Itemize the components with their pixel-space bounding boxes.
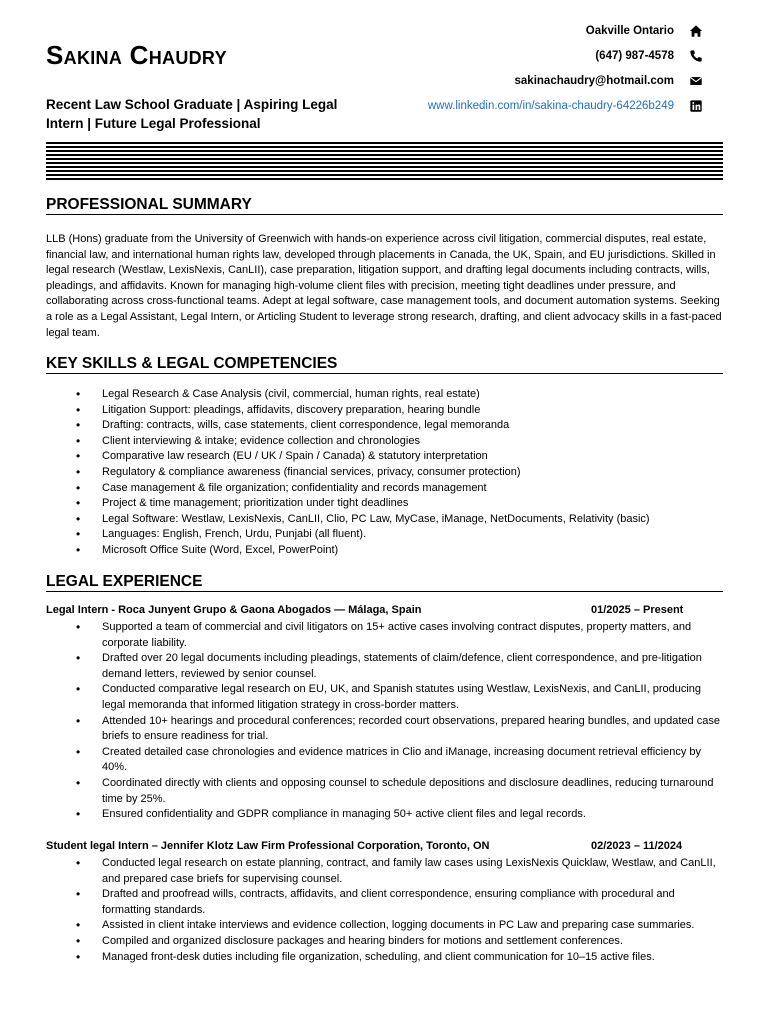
section-title-summary [46, 196, 723, 215]
list-item: • Conducted legal research on estate planning, contract, and family law cases using LexisNexis Quicklaw, Westlaw, and CanLII, and prepared case briefs for supervising counsel. [46, 856, 726, 887]
contact-email [304, 68, 704, 93]
summary-paragraph: LLB (Hons) graduate from the University of Greenwich with hands-on experience across civil litigation, commercial disputes, real estate, financial law, and international human rights law, developed through placements in Canada, the UK, Spain, and EU jurisdictions. Skilled in legal research (Westlaw, LexisNexis, CanLII), case preparation, litigation support, and drafting legal documents including contracts, wills, pleadings, and affidavits. Known for managing high-volume client files with precision, meeting tight deadlines under pressure, and collaborating across cross-functional teams. Adept at legal software, case management tools, and document automation systems. Seeking a role as a Legal Assistant, Legal Intern, or Articling Student to leverage strong research, drafting, and client advocacy skills in a fast-paced legal team. [46, 233, 722, 339]
section-title-skills [46, 355, 723, 374]
job-title-1: Legal Intern - Roca Junyent Grupo & Gaona Abogados — Málaga, Spain [46, 604, 422, 616]
job-title-2: Student legal Intern – Jennifer Klotz Law Firm Professional Corporation, Toronto, ON [46, 840, 490, 852]
candidate-name: Sakina Chaudry [46, 40, 227, 70]
list-item: • Managed front-desk duties including file organization, scheduling, and client communication for 10–15 active files. [46, 950, 726, 966]
list-item: • Comparative law research (EU / UK / Spain / Canada) & statutory interpretation [46, 449, 726, 465]
list-item: • Supported a team of commercial and civil litigators on 15+ active cases involving contract disputes, property matters, and corporate liability. [46, 620, 726, 651]
list-item: • Drafted over 20 legal documents including pleadings, statements of claim/defence, client correspondence, and pre-litigation demand letters, reviewed by senior counsel. [46, 651, 726, 682]
list-item: • Attended 10+ hearings and procedural conferences; recorded court observations, prepared hearing bundles, and updated case briefs to ensure readiness for trial. [46, 714, 726, 745]
home-icon [688, 23, 704, 39]
list-item: • Client interviewing & intake; evidence collection and chronologies [46, 434, 726, 450]
list-item: • Legal Research & Case Analysis (civil, commercial, human rights, real estate) [46, 387, 726, 403]
linkedin-icon [688, 98, 704, 114]
job-dates-1: 01/2025 – Present [591, 604, 684, 616]
section-title-experience [46, 573, 723, 592]
list-item: • Litigation Support: pleadings, affidavits, discovery preparation, hearing bundle [46, 403, 726, 419]
list-item: • Project & time management; prioritization under tight deadlines [46, 496, 726, 512]
job-bullets-1 [46, 620, 726, 823]
list-item: • Case management & file organization; confidentiality and records management [46, 481, 726, 497]
phone-icon [688, 48, 704, 64]
location-text: Oakville Ontario [585, 24, 674, 37]
linkedin-link[interactable]: www.linkedin.com/in/sakina-chaudry-64226b249 [427, 99, 674, 112]
contact-linkedin [304, 93, 704, 118]
phone-text[interactable]: (647) 987-4578 [595, 49, 674, 62]
list-item: • Created detailed case chronologies and evidence matrices in Clio and iManage, increasing document retrieval efficiency by 40%. [46, 745, 726, 776]
skills-list [46, 387, 726, 559]
list-item: • Compiled and organized disclosure packages and hearing binders for motions and settlement conferences. [46, 934, 726, 950]
list-item: • Drafted and proofread wills, contracts, affidavits, and client correspondence, ensuring compliance with procedural and formatting standards. [46, 887, 726, 918]
candidate-tagline: Recent Law School Graduate | Aspiring Legal Intern | Future Legal Professional [46, 97, 338, 131]
list-item: • Drafting: contracts, wills, case statements, client correspondence, legal memoranda [46, 418, 726, 434]
list-item: • Conducted comparative legal research on EU, UK, and Spanish statutes using Westlaw, LexisNexis, and CanLII, producing legal memoranda that informed litigation strategy in cross-border matters. [46, 682, 726, 713]
list-item: • Microsoft Office Suite (Word, Excel, PowerPoint) [46, 543, 726, 559]
list-item: • Legal Software: Westlaw, LexisNexis, CanLII, Clio, PC Law, MyCase, iManage, NetDocuments, Relativity (basic) [46, 512, 726, 528]
job-heading-1 [46, 604, 686, 616]
section-title-summary-text: PROFESSIONAL SUMMARY [46, 196, 252, 213]
mail-icon [688, 73, 704, 89]
section-title-experience-text: LEGAL EXPERIENCE [46, 573, 203, 590]
list-item: • Assisted in client intake interviews and evidence collection, logging documents in PC Law and preparing case summaries. [46, 918, 726, 934]
job-bullets-2 [46, 856, 726, 965]
email-text[interactable]: sakinachaudry@hotmail.com [514, 74, 674, 87]
list-item: • Languages: English, French, Urdu, Punjabi (all fluent). [46, 527, 726, 543]
section-title-skills-text: KEY SKILLS & LEGAL COMPETENCIES [46, 355, 338, 372]
job-dates-2: 02/2023 – 11/2024 [591, 840, 683, 852]
contact-block [304, 18, 704, 118]
list-item: • Regulatory & compliance awareness (financial services, privacy, consumer protection) [46, 465, 726, 481]
list-item: • Coordinated directly with clients and opposing counsel to schedule depositions and disclosure deadlines, reducing turnaround time by 25%. [46, 776, 726, 807]
contact-location [304, 18, 704, 43]
contact-phone [304, 43, 704, 68]
job-heading-2 [46, 840, 686, 852]
list-item: • Ensured confidentiality and GDPR compliance in managing 50+ active client files and legal records. [46, 807, 726, 823]
decorative-stripes [46, 142, 723, 180]
